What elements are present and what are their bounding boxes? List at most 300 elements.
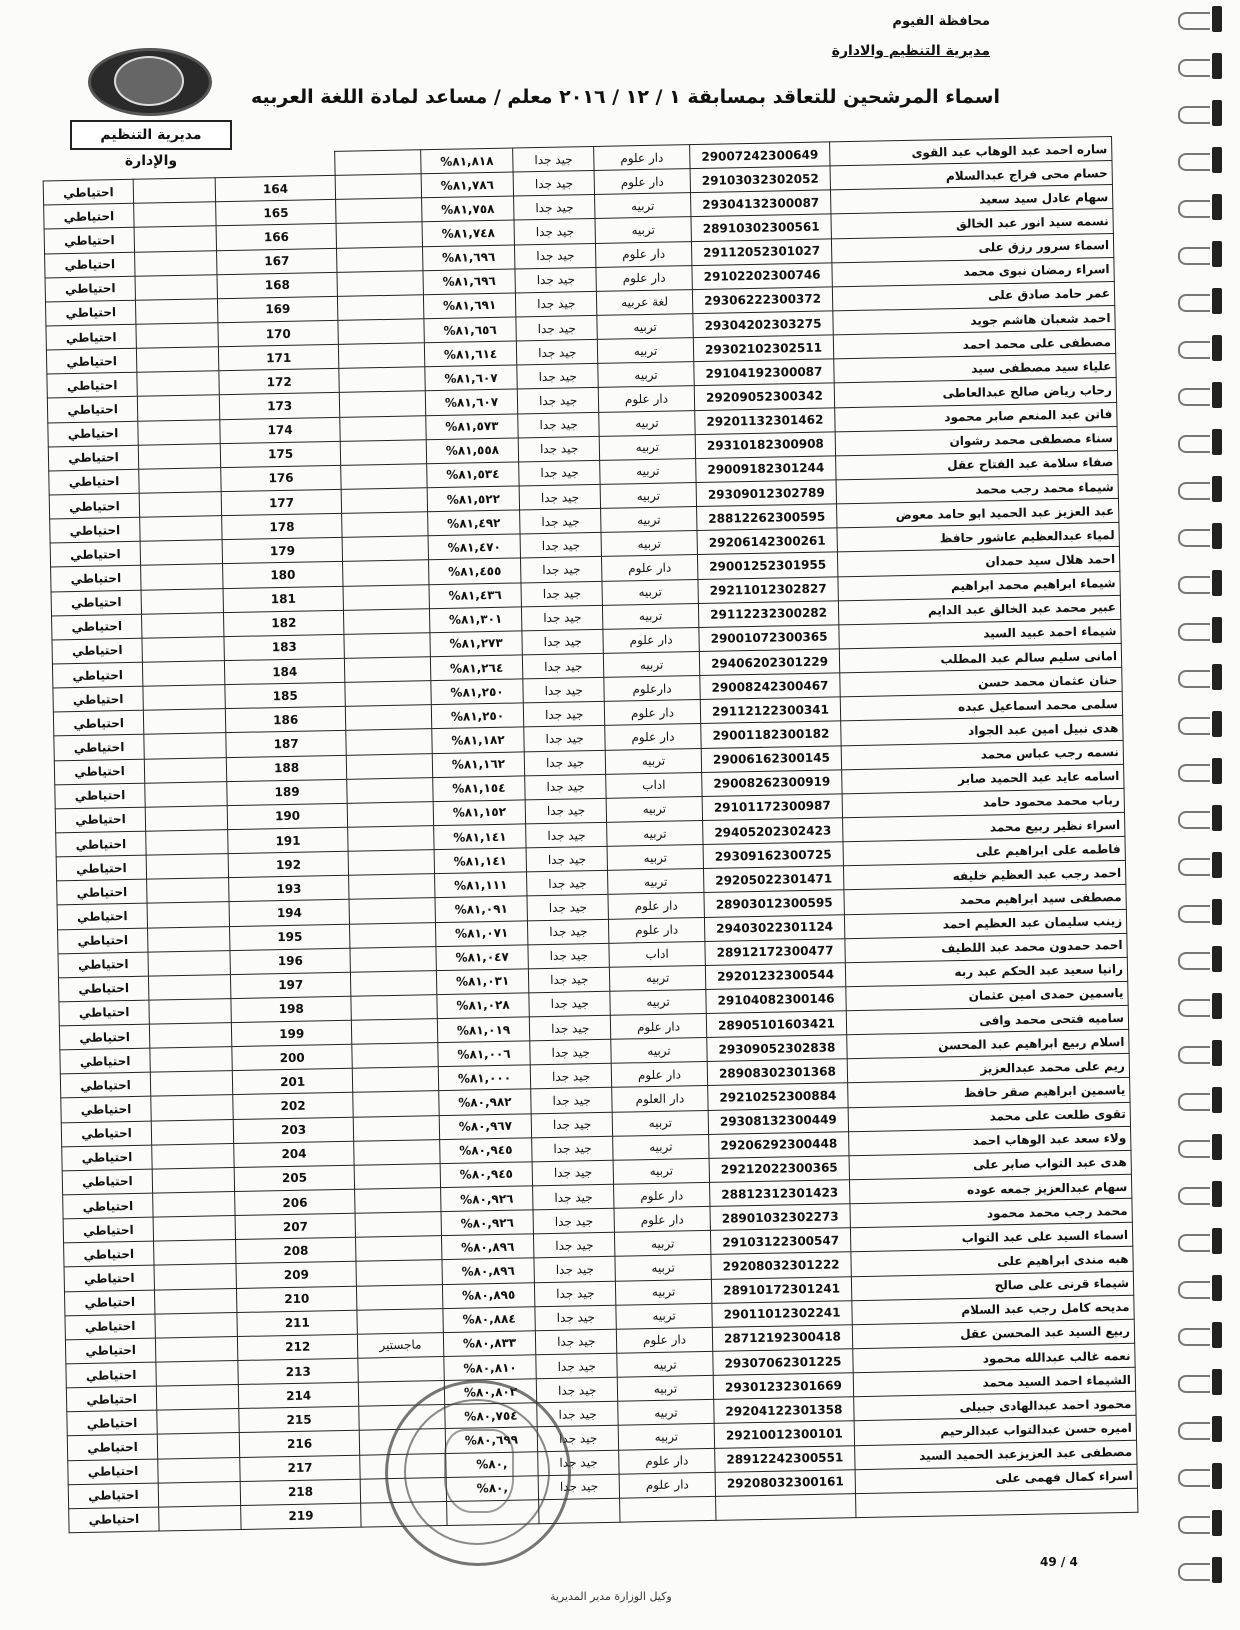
national-id-cell: 29101172300987 — [702, 794, 843, 821]
faculty-cell: دار علوم — [614, 1182, 710, 1208]
percentage-cell: %٨١,٧٤٨ — [422, 220, 515, 246]
national-id-cell: 29406202301229 — [699, 649, 840, 676]
binding-ring-icon — [1176, 1510, 1222, 1536]
grade-cell: جيد جدا — [515, 243, 597, 269]
percentage-cell: %٨١,٤٧٠ — [428, 534, 521, 560]
blank-cell-cell — [148, 926, 231, 952]
grade-cell: جيد جدا — [525, 798, 607, 824]
percentage-cell: %٨٠,٩٢٦ — [440, 1186, 533, 1212]
candidate-name-cell: رباب محمد محمود حامد — [842, 788, 1124, 818]
status-cell: احتياطي — [55, 807, 146, 833]
status-cell: احتياطي — [56, 831, 147, 857]
candidate-name-cell: اسلام ربيع ابراهيم عبد المحسن — [847, 1030, 1129, 1060]
status-cell: احتياطي — [59, 1024, 150, 1050]
faculty-cell: دار علوم — [596, 241, 692, 267]
blank-cell-cell — [143, 709, 226, 735]
percentage-cell: %٨١,٦٥٦ — [424, 317, 517, 343]
qualification-note-cell — [342, 512, 428, 538]
percentage-cell: %٨١,١٦٢ — [432, 751, 525, 777]
grade-cell: جيد جدا — [516, 340, 598, 366]
directorate-logo — [70, 44, 230, 169]
faculty-cell: دار علوم — [603, 627, 699, 653]
status-cell: احتياطي — [49, 469, 140, 495]
qualification-note-cell — [350, 970, 436, 996]
faculty-cell: تربيه — [595, 193, 691, 219]
official-seal-stamp — [385, 1380, 571, 1566]
grade-cell: جيد جدا — [537, 1426, 619, 1452]
grade-cell: جيد جدا — [538, 1474, 620, 1500]
qualification-note-cell — [356, 1260, 442, 1286]
national-id-cell: 29206142300261 — [697, 528, 838, 555]
percentage-cell: %٨١,٢٧٣ — [430, 631, 523, 657]
percentage-cell: %٨٠,٨١٠ — [444, 1355, 537, 1381]
grade-cell: جيد جدا — [524, 726, 606, 752]
grade-cell: جيد جدا — [524, 750, 606, 776]
candidate-name-cell: مديحه كامل رجب عبد السلام — [852, 1295, 1134, 1325]
qualification-note-cell — [357, 1308, 443, 1334]
blank-cell-cell — [149, 1023, 232, 1049]
serial-number-cell: 219 — [241, 1503, 361, 1529]
binding-ring-icon — [1176, 53, 1222, 79]
blank-cell-cell — [158, 1457, 241, 1483]
grade-cell: جيد جدا — [531, 1112, 613, 1138]
serial-number-cell: 172 — [219, 369, 339, 395]
serial-number-cell: 210 — [237, 1286, 357, 1312]
faculty-cell: دار علوم — [617, 1327, 713, 1353]
serial-number-cell: 164 — [216, 176, 336, 202]
national-id-cell: 28812312301423 — [709, 1180, 850, 1207]
national-id-cell: 29103032302052 — [690, 166, 831, 193]
faculty-cell: تربيه — [599, 410, 695, 436]
faculty-cell: دار علوم — [619, 1472, 715, 1498]
status-cell: احتياطي — [62, 1145, 153, 1171]
binding-ring-icon — [1176, 1275, 1222, 1301]
serial-number-cell: 175 — [221, 441, 341, 467]
national-id-cell: 29206292300448 — [708, 1132, 849, 1159]
grade-cell: جيد جدا — [515, 267, 597, 293]
percentage-cell: %٨١,٧٥٨ — [421, 196, 514, 222]
national-id-cell: 29304202303275 — [693, 311, 834, 338]
blank-cell-cell — [156, 1385, 239, 1411]
status-cell — [43, 155, 134, 181]
qualification-note-cell — [340, 439, 426, 465]
faculty-cell: تربيه — [610, 989, 706, 1015]
status-cell: احتياطي — [52, 614, 143, 640]
status-cell: احتياطي — [57, 879, 148, 905]
qualification-note-cell — [353, 1091, 439, 1117]
qualification-note-cell — [339, 367, 425, 393]
candidate-name-cell: سلمى محمد اسماعيل عبده — [841, 692, 1123, 722]
blank-cell-cell — [137, 371, 220, 397]
faculty-cell: تربيه — [613, 1134, 709, 1160]
qualification-note-cell — [338, 319, 424, 345]
blank-cell-cell — [155, 1288, 238, 1314]
national-id-cell: 29403022301124 — [704, 914, 845, 941]
status-cell: احتياطي — [47, 397, 138, 423]
grade-cell: جيد جدا — [517, 364, 599, 390]
national-id-cell: 29208032300161 — [715, 1469, 856, 1496]
percentage-cell: %٨١,٧٨٦ — [421, 172, 514, 198]
national-id-cell: 29201132301462 — [694, 407, 835, 434]
document-header — [832, 14, 990, 59]
national-id-cell: 28903012300595 — [704, 890, 845, 917]
serial-number-cell: 173 — [220, 393, 340, 419]
faculty-cell: تربيه — [602, 579, 698, 605]
grade-cell: جيد جدا — [535, 1305, 617, 1331]
logo-inner-emblem-icon — [114, 56, 184, 106]
qualification-note-cell — [345, 681, 431, 707]
percentage-cell: %٨١,٠٤٧ — [436, 945, 529, 971]
candidates-table — [42, 136, 1138, 1533]
grade-cell: جيد جدا — [527, 895, 609, 921]
candidate-name-cell: احمد رجب عبد العظيم خليفه — [844, 861, 1126, 891]
serial-number-cell: 187 — [226, 731, 346, 757]
blank-cell-cell — [158, 1481, 241, 1507]
national-id-cell: 29308132300449 — [708, 1107, 849, 1134]
serial-number-cell: 193 — [229, 876, 349, 902]
serial-number-cell: 178 — [222, 513, 342, 539]
blank-cell-cell — [152, 1143, 235, 1169]
percentage-cell: %٨١,٥٣٤ — [427, 462, 520, 488]
national-id-cell: 29209052300342 — [694, 383, 835, 410]
status-cell: احتياطي — [50, 541, 141, 567]
faculty-cell: تربيه — [607, 845, 703, 871]
binding-ring-icon — [1176, 1463, 1222, 1489]
faculty-cell: تربيه — [608, 869, 704, 895]
grade-cell: جيد جدا — [533, 1184, 615, 1210]
serial-number-cell: 171 — [219, 345, 339, 371]
qualification-note-cell — [354, 1163, 440, 1189]
percentage-cell: %٨١,٠٩١ — [435, 896, 528, 922]
status-cell: احتياطي — [65, 1314, 156, 1340]
binding-ring-icon — [1176, 1228, 1222, 1254]
blank-cell-cell — [134, 202, 217, 228]
candidate-name-cell: سهام عبدالعزيز جمعه عوده — [850, 1174, 1132, 1204]
qualification-note-cell — [349, 922, 435, 948]
faculty-cell: تربيه — [601, 507, 697, 533]
faculty-cell: دار علوم — [619, 1448, 715, 1474]
status-cell: احتياطي — [63, 1217, 154, 1243]
grade-cell: جيد جدا — [519, 460, 601, 486]
national-id-cell: 28908302301368 — [707, 1059, 848, 1086]
qualification-note-cell — [355, 1212, 441, 1238]
grade-cell: جيد جدا — [517, 388, 599, 414]
qualification-note-cell — [344, 632, 430, 658]
status-cell: احتياطي — [63, 1193, 154, 1219]
page-title: اسماء المرشحين للتعاقد بمسابقة ١ / ١٢ / ٢٠١٦ معلم / مساعد لمادة اللغة العربيه — [250, 86, 1000, 108]
qualification-note-cell — [358, 1357, 444, 1383]
serial-number-cell: 165 — [216, 200, 336, 226]
serial-number-cell: 198 — [231, 996, 351, 1022]
percentage-cell: %٨٠,٨٩٥ — [442, 1282, 535, 1308]
faculty-cell: اداب — [606, 772, 702, 798]
grade-cell: جيد جدا — [532, 1136, 614, 1162]
candidate-name-cell: هبه مندى ابراهيم على — [851, 1247, 1133, 1277]
serial-number-cell: 216 — [240, 1431, 360, 1457]
qualification-note-cell — [341, 464, 427, 490]
faculty-cell: دار علوم — [605, 724, 701, 750]
percentage-cell: %٨١,٦١٤ — [424, 341, 517, 367]
blank-cell-cell — [152, 1167, 235, 1193]
grade-cell: جيد جدا — [535, 1329, 617, 1355]
binding-ring-icon — [1176, 288, 1222, 314]
blank-cell-cell — [145, 781, 228, 807]
national-id-cell: 28812262300595 — [696, 504, 837, 531]
status-cell: احتياطي — [57, 904, 148, 930]
national-id-cell: 29112232300282 — [698, 601, 839, 628]
blank-cell-cell — [138, 419, 221, 445]
qualification-note-cell — [354, 1139, 440, 1165]
status-cell: احتياطي — [66, 1386, 157, 1412]
faculty-cell: تربيه — [613, 1158, 709, 1184]
candidate-name-cell: هدى نبيل امين عبد الجواد — [841, 716, 1123, 746]
faculty-cell: لغة عربيه — [597, 289, 693, 315]
status-cell: احتياطي — [61, 1097, 152, 1123]
percentage-cell: %٨٠,٨٩٦ — [441, 1234, 534, 1260]
national-id-cell: 28910302300561 — [691, 214, 832, 241]
blank-cell-cell — [148, 950, 231, 976]
status-cell: احتياطي — [52, 638, 143, 664]
serial-number-cell: 168 — [217, 272, 337, 298]
faculty-cell: اداب — [609, 941, 705, 967]
percentage-cell: %٨٠,٨٩٦ — [442, 1258, 535, 1284]
blank-cell-cell — [156, 1361, 239, 1387]
qualification-note-cell — [345, 705, 431, 731]
national-id-cell: 29211012302827 — [698, 576, 839, 603]
candidate-name-cell: هدى عبد التواب صابر على — [849, 1150, 1131, 1180]
percentage-cell: %٨١,٦٠٧ — [425, 389, 518, 415]
faculty-cell: دارعلوم — [604, 676, 700, 702]
candidate-name-cell: اسامه عايد عبد الحميد صابر — [842, 764, 1124, 794]
candidate-name-cell: عبد العزيز عبد الحميد ابو حامد معوض — [837, 499, 1119, 529]
blank-cell-cell — [136, 299, 219, 325]
percentage-cell: %٨٠,٨٣٣ — [443, 1331, 536, 1357]
candidate-name-cell: رحاب رياض صالح عبدالعاطى — [835, 378, 1117, 408]
binding-ring-icon — [1176, 1181, 1222, 1207]
serial-number-cell: 181 — [223, 586, 343, 612]
qualification-note-cell — [348, 826, 434, 852]
status-cell: احتياطي — [45, 276, 136, 302]
grade-cell: جيد جدا — [516, 315, 598, 341]
candidate-name-cell: ربيع السيد عبد المحسن عقل — [853, 1319, 1135, 1349]
serial-number-cell: 199 — [232, 1020, 352, 1046]
candidate-name-cell: الشيماء احمد السيد محمد — [854, 1367, 1136, 1397]
qualification-note-cell — [355, 1236, 441, 1262]
candidate-name-cell: امانى سليم سالم عبد المطلب — [840, 643, 1122, 673]
blank-cell-cell — [146, 830, 229, 856]
candidate-name-cell: اسماء السيد على عبد التواب — [851, 1223, 1133, 1253]
serial-number-cell: 194 — [229, 900, 349, 926]
qualification-note-cell — [351, 995, 437, 1021]
faculty-cell: تربيه — [612, 1110, 708, 1136]
percentage-cell: %٨١,٦٩٦ — [423, 269, 516, 295]
status-cell: احتياطي — [54, 735, 145, 761]
national-id-cell: 29405202302423 — [702, 818, 843, 845]
candidate-name-cell: زينب سليمان عبد العظيم احمد — [845, 909, 1127, 939]
blank-cell-cell — [156, 1336, 239, 1362]
qualification-note-cell — [338, 343, 424, 369]
national-id-cell: 29301232301669 — [713, 1373, 854, 1400]
national-id-cell: 29011012302241 — [712, 1300, 853, 1327]
serial-number-cell: 207 — [235, 1213, 355, 1239]
grade-cell: جيد جدا — [530, 1064, 612, 1090]
binding-ring-icon — [1176, 1369, 1222, 1395]
grade-cell: جيد جدا — [521, 557, 603, 583]
binding-ring-icon — [1176, 335, 1222, 361]
faculty-cell: دار علوم — [608, 893, 704, 919]
candidate-name-cell: اميره حسن عبدالتواب عبدالرحيم — [854, 1416, 1136, 1446]
blank-cell-cell — [147, 878, 230, 904]
percentage-cell: %٨١,٥٥٨ — [426, 438, 519, 464]
qualification-note-cell — [354, 1188, 440, 1214]
serial-number-cell: 203 — [234, 1117, 354, 1143]
candidate-name-cell: نعمه غالب عبدالله محمود — [853, 1343, 1135, 1373]
serial-number-cell: 215 — [239, 1407, 359, 1433]
faculty-cell: تربيه — [597, 314, 693, 340]
serial-number-cell: 201 — [233, 1069, 353, 1095]
binding-ring-icon — [1176, 147, 1222, 173]
blank-cell-cell — [149, 998, 232, 1024]
grade-cell: جيد جدا — [526, 846, 608, 872]
percentage-cell: %٨٠,٩٦٧ — [439, 1113, 532, 1139]
status-cell: احتياطي — [45, 300, 136, 326]
serial-number-cell — [215, 151, 335, 177]
blank-cell-cell — [159, 1505, 242, 1531]
faculty-cell: تربيه — [610, 965, 706, 991]
spiral-binding — [1172, 0, 1232, 1630]
grade-cell: جيد جدا — [518, 436, 600, 462]
candidate-name-cell: احمد حمدون محمد عبد اللطيف — [845, 933, 1127, 963]
grade-cell: جيد جدا — [523, 677, 605, 703]
qualification-note-cell — [346, 753, 432, 779]
candidate-name-cell: احمد شعبان هاشم جويد — [833, 305, 1115, 335]
status-cell: احتياطي — [61, 1121, 152, 1147]
national-id-cell: 29001252301955 — [697, 552, 838, 579]
faculty-cell: تربيه — [603, 603, 699, 629]
national-id-cell: 29204122301358 — [713, 1397, 854, 1424]
status-cell: احتياطي — [54, 759, 145, 785]
grade-cell: جيد جدا — [526, 822, 608, 848]
grade-cell: جيد جدا — [528, 967, 610, 993]
national-id-cell: 29210012300101 — [714, 1421, 855, 1448]
national-id-cell: 29104082300146 — [706, 987, 847, 1014]
serial-number-cell: 218 — [241, 1479, 361, 1505]
candidate-name-cell: ولاء سعد عبد الوهاب احمد — [849, 1126, 1131, 1156]
candidate-name-cell: صفاء سلامة عبد الفتاح عقل — [836, 450, 1118, 480]
logo-caption: مديرية التنظيم والإدارة — [70, 120, 232, 150]
grade-cell: جيد جدا — [513, 146, 595, 172]
candidate-name-cell: شيماء ابراهيم محمد ابراهيم — [838, 571, 1120, 601]
faculty-cell: تربيه — [615, 1231, 711, 1257]
status-cell: احتياطي — [44, 228, 135, 254]
binding-ring-icon — [1176, 1557, 1222, 1583]
national-id-cell: 28910172301241 — [711, 1276, 852, 1303]
faculty-cell: دار العلوم — [612, 1086, 708, 1112]
status-cell: احتياطي — [67, 1435, 158, 1461]
status-cell: احتياطي — [55, 783, 146, 809]
serial-number-cell: 197 — [231, 972, 351, 998]
faculty-cell: تربيه — [604, 651, 700, 677]
status-cell: احتياطي — [68, 1459, 159, 1485]
grade-cell: جيد جدا — [534, 1281, 616, 1307]
percentage-cell: %٨١,١٤١ — [434, 848, 527, 874]
binding-ring-icon — [1176, 899, 1222, 925]
candidate-name-cell: شيماء محمد رجب محمد — [836, 474, 1118, 504]
national-id-cell: 29307062301225 — [712, 1349, 853, 1376]
status-cell: احتياطي — [51, 590, 142, 616]
blank-cell-cell — [150, 1047, 233, 1073]
grade-cell: جيد جدا — [536, 1377, 618, 1403]
candidate-name-cell: اسماء سرور رزق على — [832, 233, 1114, 263]
qualification-note-cell — [344, 657, 430, 683]
percentage-cell: %٨١,٣٠١ — [429, 607, 522, 633]
qualification-note-cell — [347, 801, 433, 827]
percentage-cell: %٨١,١٤١ — [434, 824, 527, 850]
status-cell: احتياطي — [53, 686, 144, 712]
serial-number-cell: 177 — [222, 489, 342, 515]
grade-cell: جيد جدا — [532, 1160, 614, 1186]
qualification-note-cell — [337, 270, 423, 296]
serial-number-cell: 209 — [236, 1262, 356, 1288]
binding-ring-icon — [1176, 1416, 1222, 1442]
grade-cell: جيد جدا — [522, 653, 604, 679]
qualification-note-cell — [339, 391, 425, 417]
candidate-name-cell: حنان عثمان محمد حسن — [840, 668, 1122, 698]
status-cell: احتياطي — [60, 1048, 151, 1074]
signature-line: وكيل الوزارة مدير المديرية — [550, 1590, 672, 1603]
faculty-cell: تربيه — [607, 820, 703, 846]
national-id-cell: 29212022300365 — [709, 1156, 850, 1183]
status-cell: احتياطي — [64, 1266, 155, 1292]
blank-cell-cell — [143, 661, 226, 687]
national-id-cell: 29008242300467 — [699, 673, 840, 700]
percentage-cell: %٨١,٥٢٢ — [427, 486, 520, 512]
blank-cell-cell — [157, 1409, 240, 1435]
grade-cell: جيد جدا — [527, 871, 609, 897]
qualification-note-cell — [353, 1115, 439, 1141]
percentage-cell: %٨١,٠٠٠ — [438, 1065, 531, 1091]
candidate-name-cell: ساره احمد عبد الوهاب عبد القوى — [830, 137, 1112, 167]
qualification-note-cell — [350, 946, 436, 972]
grade-cell: جيد جدا — [522, 629, 604, 655]
serial-number-cell: 186 — [226, 707, 346, 733]
national-id-cell: 29309162300725 — [703, 842, 844, 869]
grade-cell: جيد جدا — [529, 1015, 611, 1041]
grade-cell: جيد جدا — [531, 1088, 613, 1114]
grade-cell: جيد جدا — [520, 533, 602, 559]
national-id-cell: 29006162300145 — [701, 745, 842, 772]
status-cell: احتياطي — [44, 204, 135, 230]
national-id-cell: 29102202300746 — [692, 263, 833, 290]
candidate-name-cell: فاتن عبد المنعم صابر محمود — [835, 402, 1117, 432]
national-id-cell: 29008262300919 — [701, 769, 842, 796]
faculty-cell: تربيه — [616, 1303, 712, 1329]
national-id-cell: 29306222300372 — [692, 287, 833, 314]
percentage-cell: %٨٠,٩٨٢ — [439, 1089, 532, 1115]
blank-cell-cell — [138, 443, 221, 469]
percentage-cell: %٨١,٢٥٠ — [431, 703, 524, 729]
candidate-name-cell: شيماء قرنى على صالح — [852, 1271, 1134, 1301]
binding-ring-icon — [1176, 570, 1222, 596]
percentage-cell: %٨١,٠٣١ — [436, 969, 529, 995]
binding-ring-icon — [1176, 852, 1222, 878]
blank-cell-cell — [142, 612, 225, 638]
grade-cell: جيد جدا — [514, 219, 596, 245]
blank-cell-cell — [144, 757, 227, 783]
blank-cell-cell — [147, 902, 230, 928]
status-cell: احتياطي — [53, 710, 144, 736]
national-id-cell: 29208032301222 — [711, 1252, 852, 1279]
